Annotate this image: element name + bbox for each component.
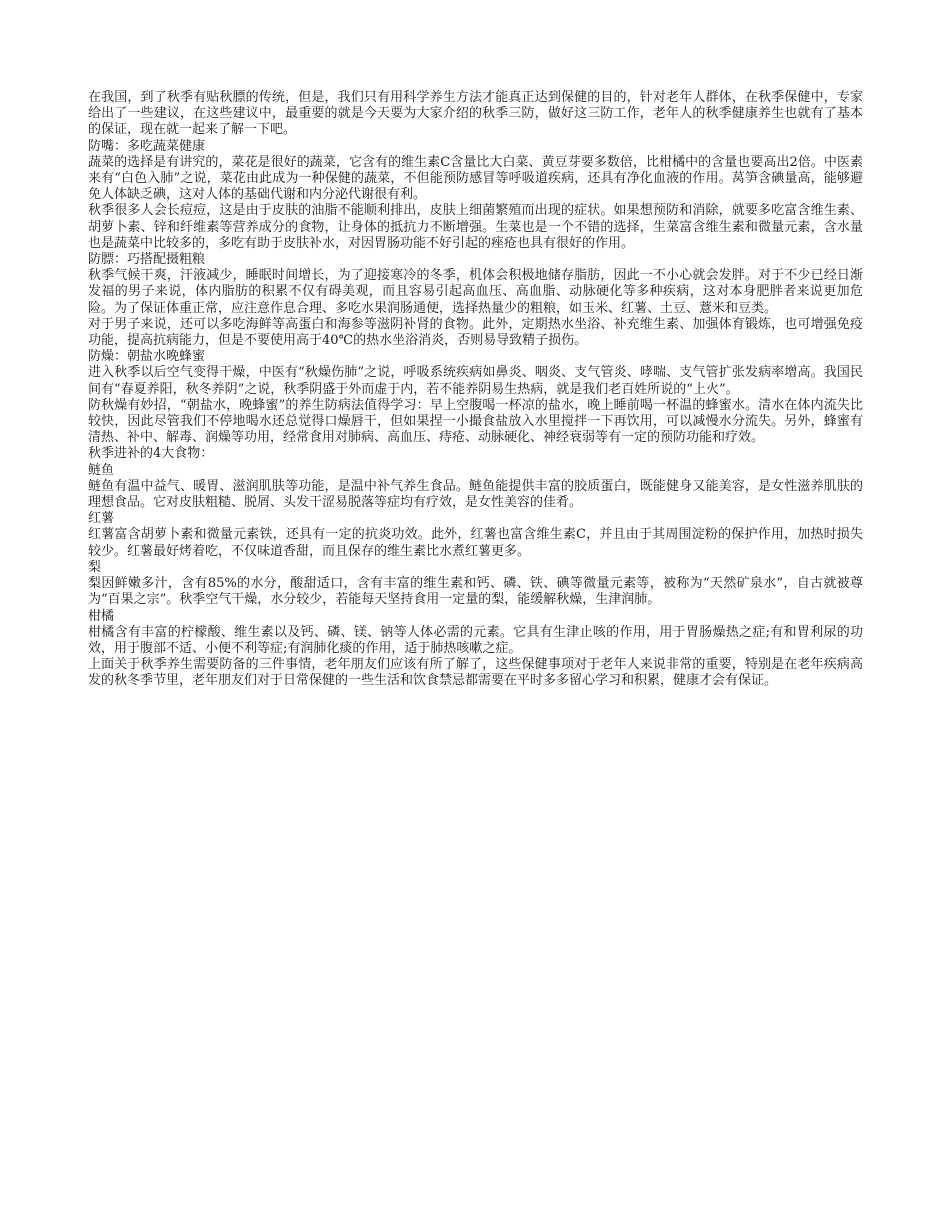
- section-mouth-paragraph-1: 蔬菜的选择是有讲究的，菜花是很好的蔬菜，它含有的维生素C含量比大白菜、黄豆芽要多数倍，比柑橘中的含量也要高出2倍。中医素来有“白色入肺”之说，菜花由此成为一种保健的蔬菜，不但能预防感冒等呼吸道疾病，还具有净化血液的作用。莴笋含碘量高，能够避免人体缺乏碘，这对人体的基础代谢和内分泌代谢很有利。: [88, 154, 863, 203]
- section-fat-paragraph-2: 对于男子来说，还可以多吃海鲜等高蛋白和海参等滋阴补肾的食物。此外，定期热水坐浴、补充维生素、加强体育锻炼，也可增强免疫功能，提高抗病能力，但是不要使用高于40℃的热水坐浴消炎，否则易导致精子损伤。: [88, 316, 863, 349]
- food-text-citrus: 柑橘含有丰富的柠檬酸、维生素以及钙、磷、镁、钠等人体必需的元素。它具有生津止咳的作用，用于胃肠燥热之症;有和胃利尿的功效，用于腹部不适、小便不利等症;有润肺化痰的作用，适于肺热咳嗽之症。: [88, 624, 863, 656]
- intro-paragraph: 在我国，到了秋季有贴秋膘的传统，但是，我们只有用科学养生方法才能真正达到保健的目的，针对老年人群体，在秋季保健中，专家给出了一些建议，在这些建议中，最重要的就是今天要为大家介绍的秋季三防，做好这三防工作，老年人的秋季健康养生也就有了基本的保证，现在就一起来了解一下吧。: [88, 90, 863, 138]
- section-dryness-paragraph-2: 防秋燥有妙招，“朝盐水，晚蜂蜜”的养生防病法值得学习：早上空腹喝一杯凉的盐水，晚上睡前喝一杯温的蜂蜜水。清水在体内流失比较快，因此尽管我们不停地喝水还总觉得口燥唇干，但如果捏一小撮食盐放入水里搅拌一下再饮用，可以减慢水分流失。另外，蜂蜜有清热、补中、解毒、润燥等功用，经常食用对肺病、高血压、痔疮、动脉硬化、神经衰弱等有一定的预防功能和疗效。: [88, 397, 863, 446]
- food-text-sweet-potato: 红薯富含胡萝卜素和微量元素铁，还具有一定的抗炎功效。此外，红薯也富含维生素C，并且由于其周围淀粉的保护作用，加热时损失较少。红薯最好烤着吃，不仅味道香甜，而且保存的维生素比水煮红薯更多。: [88, 527, 863, 559]
- section-mouth-paragraph-2: 秋季很多人会长痘痘，这是由于皮肤的油脂不能顺利排出，皮肤上细菌繁殖而出现的症状。如果想预防和消除，就要多吃富含维生素、胡萝卜素、锌和纤维素等营养成分的食物，让身体的抵抗力不断增强。生菜也是一个不错的选择，生菜富含维生素和微量元素，含水量也是蔬菜中比较多的，多吃有助于皮肤补水，对因胃肠功能不好引起的痤疮也具有很好的作用。: [88, 203, 863, 251]
- section-heading-dryness: 防燥：朝盐水晚蜂蜜: [88, 349, 206, 365]
- food-name-pear: 梨: [88, 559, 102, 575]
- food-text-silver-carp: 鲢鱼有温中益气、暖胃、滋润肌肤等功能，是温中补气养生食品。鲢鱼能提供丰富的胶质蛋白，既能健身又能美容，是女性滋养肌肤的理想食品。它对皮肤粗糙、脱屑、头发干涩易脱落等症均有疗效，是女性美容的佳肴。: [88, 478, 863, 511]
- food-text-pear: 梨因鲜嫩多汁，含有85%的水分，酸甜适口，含有丰富的维生素和钙、磷、铁、碘等微量元素等，被称为“天然矿泉水”，自古就被尊为“百果之宗”。秋季空气干燥，水分较少，若能每天坚持食用一定量的梨，能缓解秋燥，生津润肺。: [88, 576, 863, 608]
- article-body: [88, 90, 863, 690]
- food-name-silver-carp: 鲢鱼: [88, 462, 115, 478]
- section-heading-fat: 防膘：巧搭配摄粗粮: [88, 252, 206, 268]
- conclusion-paragraph: 上面关于秋季养生需要防备的三件事情，老年朋友们应该有所了解了，这些保健事项对于老年人来说非常的重要，特别是在老年疾病高发的秋冬季节里，老年朋友们对于日常保健的一些生活和饮食禁忌都需要在平时多多留心学习和积累，健康才会有保证。: [88, 657, 863, 689]
- food-name-sweet-potato: 红薯: [88, 511, 115, 527]
- food-name-citrus: 柑橘: [88, 608, 115, 624]
- section-heading-mouth: 防嘴：多吃蔬菜健康: [88, 138, 206, 154]
- foods-heading: 秋季进补的4大食物：: [88, 446, 214, 462]
- section-dryness-paragraph-1: 进入秋季以后空气变得干燥，中医有“秋燥伤肺”之说，呼吸系统疾病如鼻炎、咽炎、支气管炎、哮喘、支气管扩张发病率增高。我国民间有“春夏养阳，秋冬养阴”之说，秋季阴盛于外而虚于内，若不能养阴易生热病，就是我们老百姓所说的“上火”。: [88, 365, 863, 397]
- section-fat-paragraph-1: 秋季气候干爽，汗液减少，睡眠时间增长，为了迎接寒冷的冬季，机体会积极地储存脂肪，因此一不小心就会发胖。对于不少已经日渐发福的男子来说，体内脂肪的积累不仅有碍美观，而且容易引起高血压、高血脂、动脉硬化等多种疾病，这对本身肥胖者来说更加危险。为了保证体重正常，应注意作息合理、多吃水果润肠通便，选择热量少的粗粮，如玉米、红薯、土豆、薏米和豆类。: [88, 268, 863, 316]
